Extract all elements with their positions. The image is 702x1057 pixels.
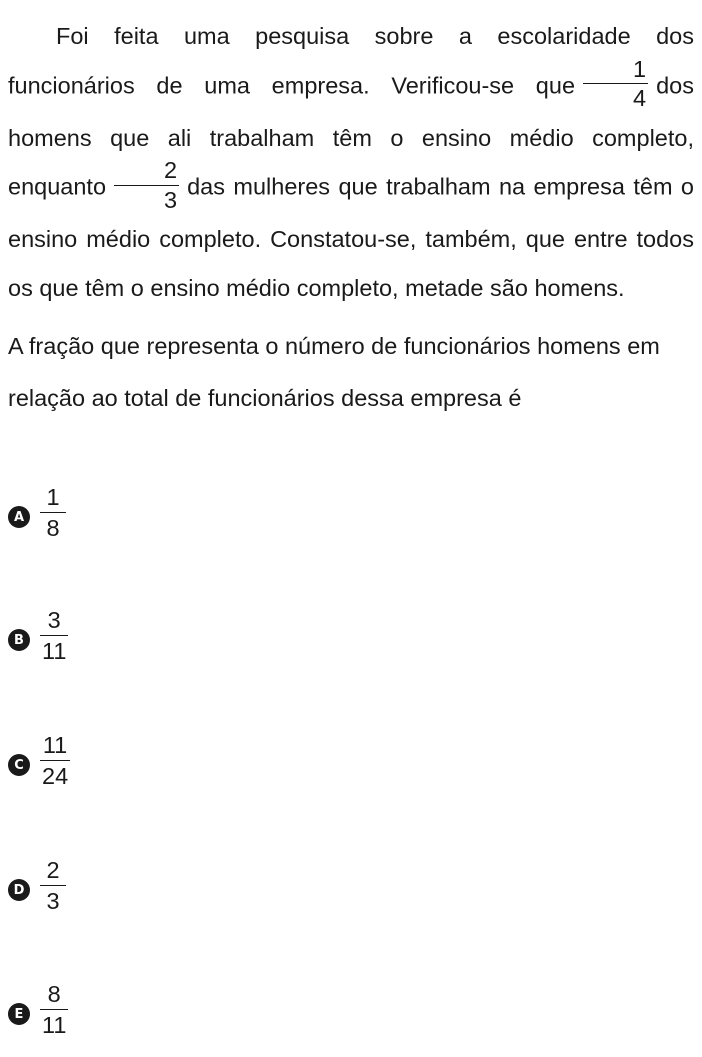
fraction-bar [40,885,66,886]
fraction-denominator: 8 [46,515,60,541]
stem-text-part-3: das mulheres que trabalham na empresa têm o ensino médio completo. Constatou-se, também, que entre todos os que têm o ensino médio completo, metade são homens. [8,173,694,301]
option-fraction [40,856,66,914]
fraction-one-quarter [583,55,648,111]
fraction-two-thirds [114,159,179,212]
option-e[interactable] [8,975,68,1045]
option-letter-badge: E [8,1003,30,1025]
option-d[interactable] [8,851,66,921]
option-letter-badge: B [8,629,30,651]
question-prompt: A fração que representa o número de funcionários homens em relação ao total de funcionários dessa empresa é [8,333,660,411]
question-stem [8,0,694,312]
fraction-bar [114,185,179,186]
option-fraction [40,606,68,664]
fraction-bar [40,635,68,636]
fraction-numerator: 1 [633,55,647,82]
option-letter-badge: A [8,506,30,528]
fraction-bar [583,83,648,84]
option-a[interactable] [8,478,66,548]
fraction-denominator: 11 [42,1012,67,1038]
fraction-denominator: 24 [42,763,69,789]
question-page [8,0,694,1038]
option-fraction [40,731,70,789]
fraction-denominator: 3 [164,186,178,213]
fraction-denominator: 11 [42,638,67,664]
fraction-numerator: 3 [47,606,61,633]
fraction-bar [40,512,66,513]
fraction-numerator: 1 [46,483,60,510]
fraction-denominator: 3 [46,888,60,914]
option-fraction [40,980,68,1038]
option-c[interactable] [8,726,70,796]
fraction-numerator: 2 [46,856,60,883]
option-b[interactable] [8,601,68,671]
stem-text-part-2: dos homens que ali trabalham têm o ensino médio completo, enquanto [8,72,694,200]
option-letter-badge: D [8,879,30,901]
option-letter-badge: C [8,754,30,776]
stem-text-part-1: Foi feita uma pesquisa sobre a escolaridade dos funcionários de uma empresa. Verificou-se que [8,23,694,99]
fraction-numerator: 8 [47,980,61,1007]
fraction-bar [40,1009,68,1010]
fraction-denominator: 4 [633,85,647,111]
fraction-bar [40,760,70,761]
option-fraction [40,483,66,541]
fraction-numerator: 2 [164,157,178,183]
fraction-numerator: 11 [42,731,68,758]
